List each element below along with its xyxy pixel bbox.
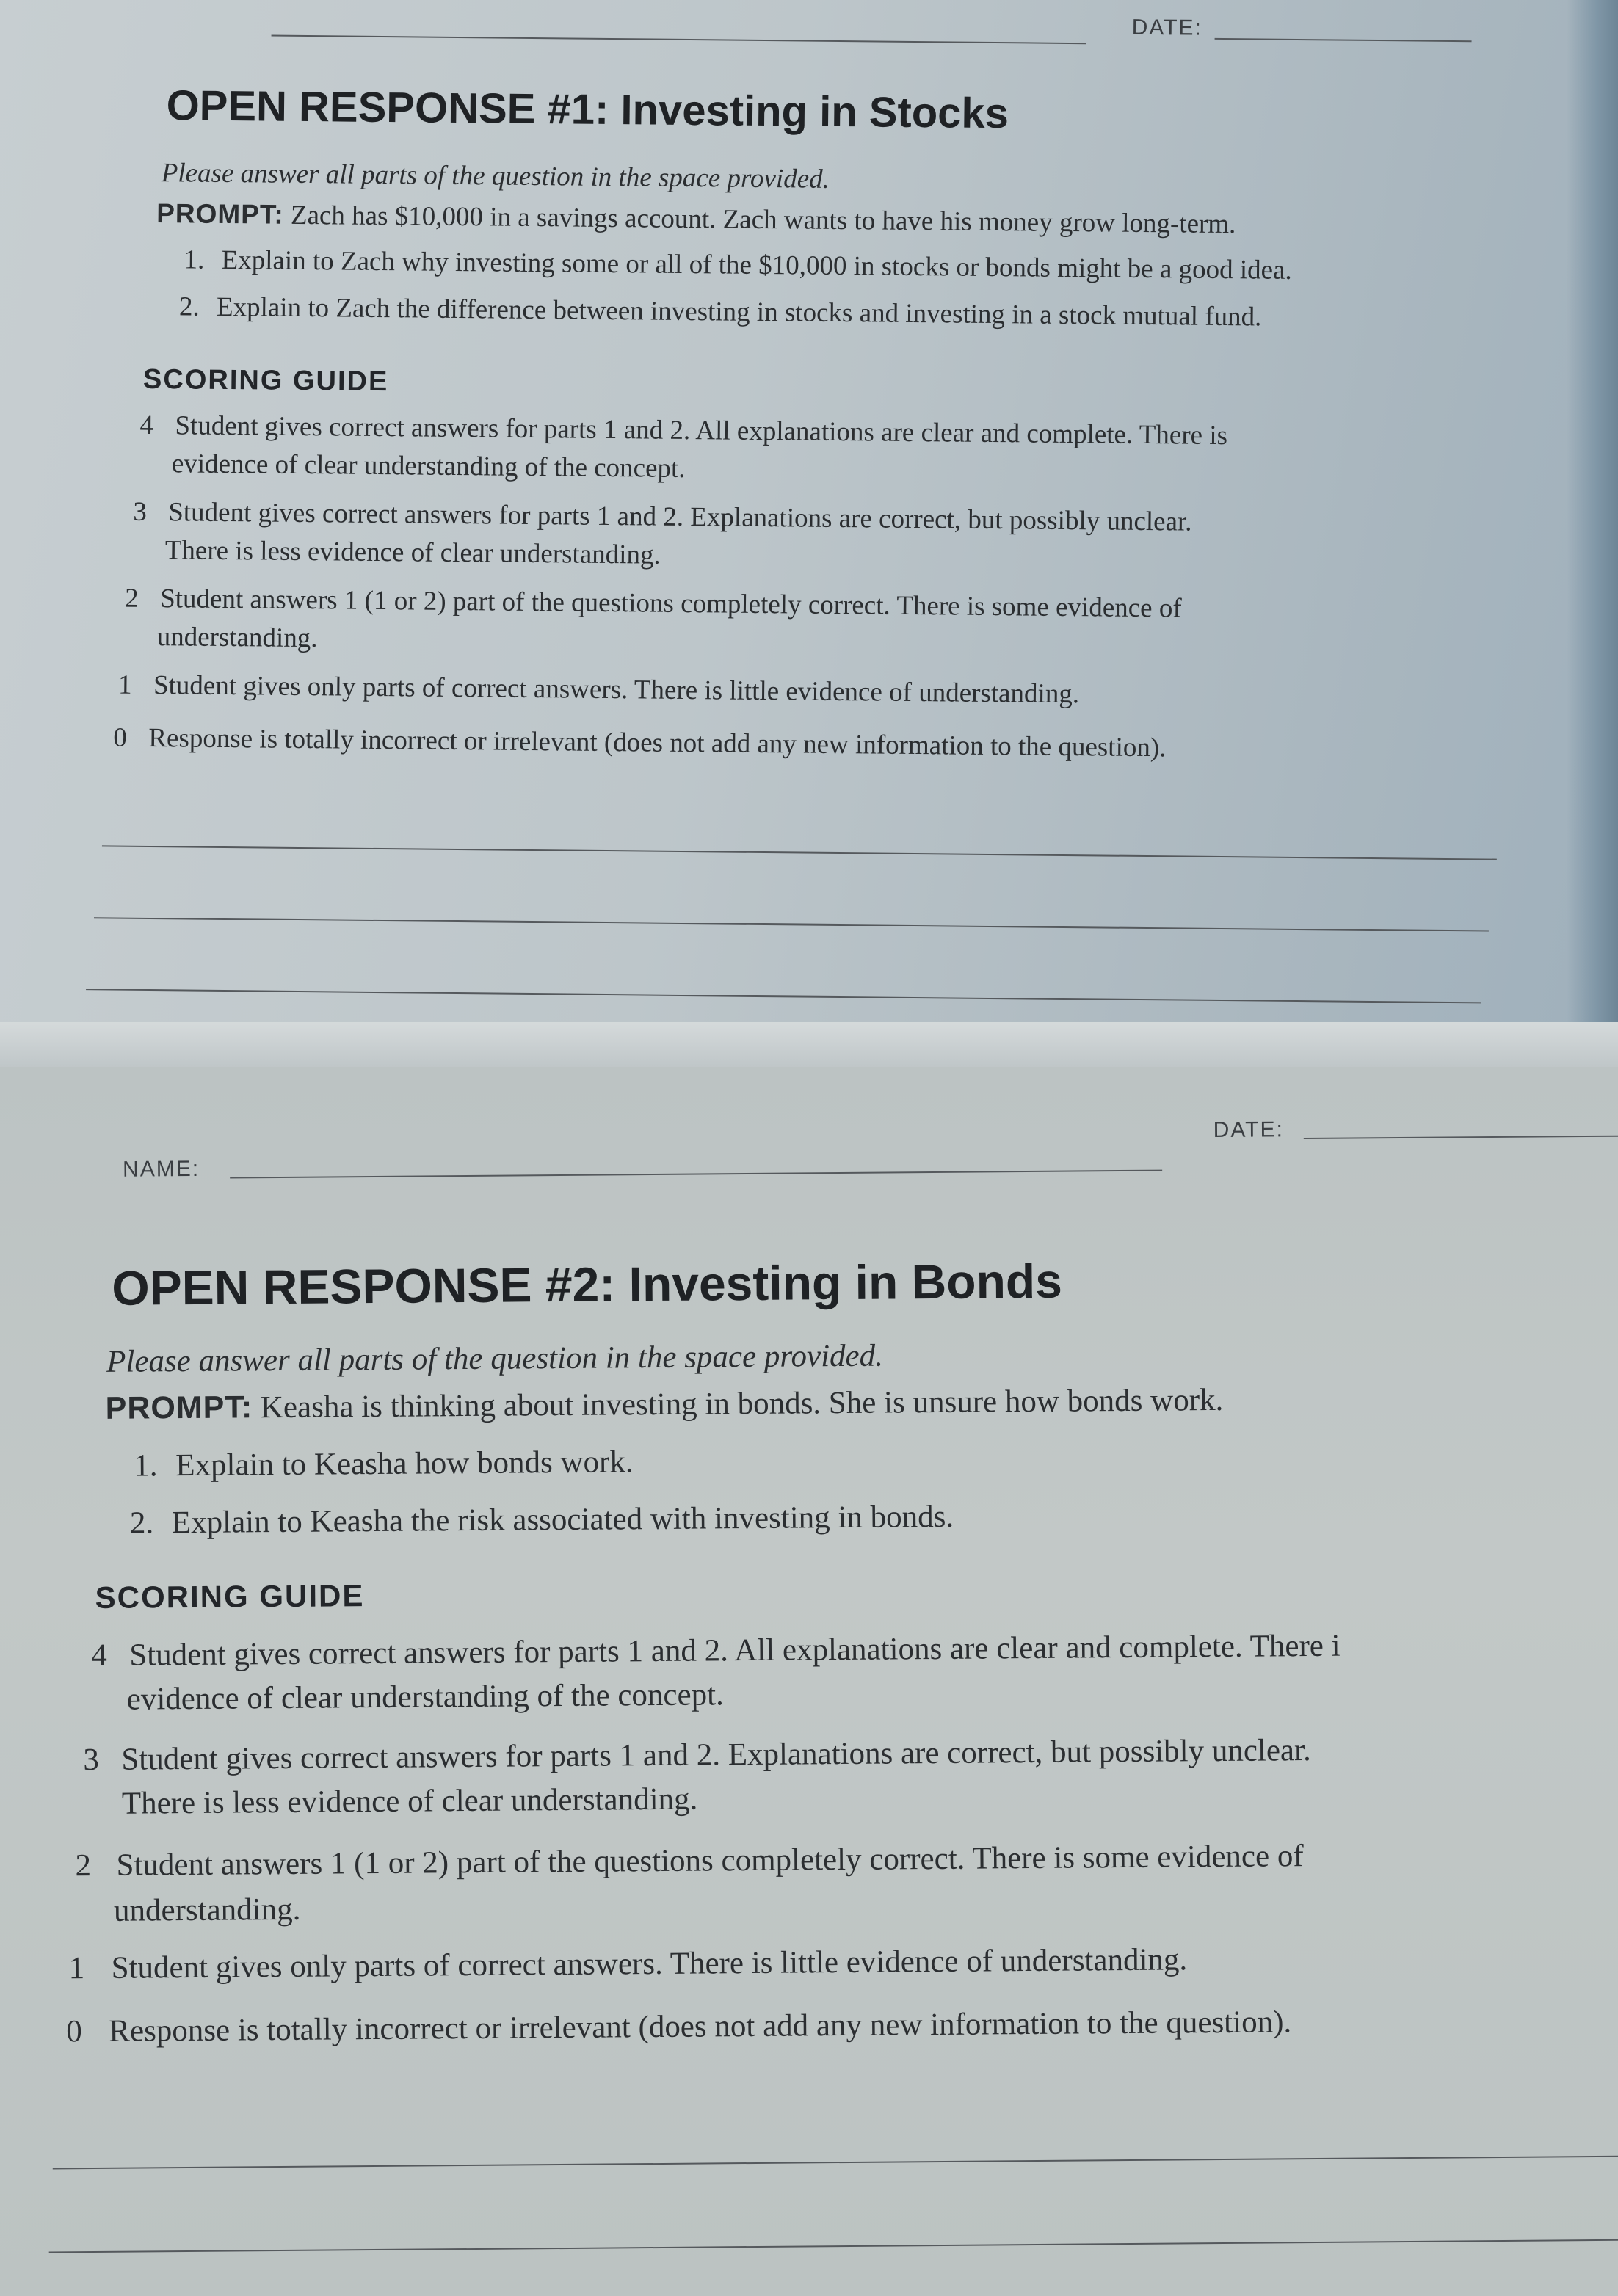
answer-line[interactable] xyxy=(86,989,1481,1003)
score-number: 0 xyxy=(66,2014,83,2049)
score-description: Student gives only parts of correct answers. There is little evidence of understanding. xyxy=(153,670,1080,710)
score-description: Student gives correct answers for parts 1 and 2. All explanations are clear and complete. There is xyxy=(175,410,1228,451)
question-number: 1. xyxy=(134,1448,158,1483)
score-number: 4 xyxy=(139,410,154,441)
score-description: Response is totally incorrect or irrelevant (does not add any new information to the question). xyxy=(109,2005,1292,2049)
scoring-guide-heading: SCORING GUIDE xyxy=(95,1578,365,1616)
score-description: Student answers 1 (1 or 2) part of the questions completely correct. There is some evidence of xyxy=(116,1839,1304,1883)
date-line[interactable] xyxy=(1215,38,1472,42)
score-description-continued: evidence of clear understanding of the concept. xyxy=(171,448,686,484)
worksheet-stocks xyxy=(0,0,1618,1022)
score-description: Student gives only parts of correct answers. There is little evidence of understanding. xyxy=(111,1942,1188,1986)
score-number: 1 xyxy=(68,1951,85,1986)
score-number: 4 xyxy=(91,1638,107,1674)
score-description-continued: evidence of clear understanding of the concept. xyxy=(126,1677,724,1717)
question-item xyxy=(184,244,1292,286)
name-label: NAME: xyxy=(122,1156,200,1182)
question-number: 1. xyxy=(184,244,205,275)
prompt xyxy=(105,1382,1223,1427)
score-description: Student gives correct answers for parts 1 and 2. All explanations are clear and complete. There i xyxy=(129,1628,1341,1673)
page-title: OPEN RESPONSE #1: Investing in Stocks xyxy=(166,81,1009,138)
score-description: Student gives correct answers for parts 1 and 2. Explanations are correct, but possibly unclear. xyxy=(121,1733,1311,1777)
question-text: Explain to Keasha the risk associated with investing in bonds. xyxy=(171,1499,954,1541)
date-label: DATE: xyxy=(1131,15,1202,40)
score-description: Response is totally incorrect or irrelevant (does not add any new information to the question). xyxy=(148,722,1167,763)
scoring-guide-heading: SCORING GUIDE xyxy=(142,363,389,398)
date-line[interactable] xyxy=(1304,1136,1618,1139)
score-number: 3 xyxy=(83,1742,100,1778)
page-title: OPEN RESPONSE #2: Investing in Bonds xyxy=(112,1253,1063,1315)
score-number: 1 xyxy=(117,669,132,700)
name-line[interactable] xyxy=(272,35,1086,45)
worksheet-bonds xyxy=(0,1067,1618,2296)
prompt xyxy=(156,198,1236,240)
instructions: Please answer all parts of the question in the space provided. xyxy=(106,1338,884,1379)
score-number: 2 xyxy=(124,583,139,614)
answer-line[interactable] xyxy=(49,2239,1618,2253)
prompt-label: PROMPT: xyxy=(105,1389,253,1426)
instructions: Please answer all parts of the question in the space provided. xyxy=(161,158,830,195)
score-description: Student gives correct answers for parts 1 and 2. Explanations are correct, but possibly unclear. xyxy=(168,497,1192,537)
worksheet-bonds-content xyxy=(0,1067,1618,2296)
score-description-continued: understanding. xyxy=(156,622,318,654)
question-text: Explain to Keasha how bonds work. xyxy=(175,1445,634,1483)
question-item xyxy=(179,291,1262,333)
question-number: 2. xyxy=(178,291,200,322)
answer-line[interactable] xyxy=(102,845,1497,860)
score-number: 3 xyxy=(133,496,148,527)
question-item xyxy=(134,1444,634,1483)
name-line[interactable] xyxy=(230,1170,1162,1179)
score-description-continued: There is less evidence of clear understanding. xyxy=(164,535,661,570)
answer-line[interactable] xyxy=(94,917,1489,931)
question-text: Explain to Zach why investing some or all of the $10,000 in stocks or bonds might be a good idea. xyxy=(221,244,1292,286)
score-description: Student answers 1 (1 or 2) part of the questions completely correct. There is some evidence of xyxy=(159,584,1182,624)
prompt-label: PROMPT: xyxy=(156,198,284,230)
score-number: 2 xyxy=(75,1848,92,1883)
page-gap xyxy=(0,1022,1618,1067)
score-description-continued: understanding. xyxy=(113,1892,301,1928)
score-number: 0 xyxy=(113,722,128,753)
score-description-continued: There is less evidence of clear understanding. xyxy=(121,1781,698,1821)
question-item xyxy=(130,1499,954,1541)
answer-line[interactable] xyxy=(53,2156,1618,2170)
prompt-text: Zach has $10,000 in a savings account. Zach wants to have his money grow long-term. xyxy=(290,200,1236,240)
question-number: 2. xyxy=(129,1505,154,1541)
worksheet-stocks-content xyxy=(0,0,1618,1022)
prompt-text: Keasha is thinking about investing in bonds. She is unsure how bonds work. xyxy=(260,1382,1224,1425)
question-text: Explain to Zach the difference between investing in stocks and investing in a stock mutual fund. xyxy=(216,291,1262,333)
date-label: DATE: xyxy=(1213,1117,1284,1143)
